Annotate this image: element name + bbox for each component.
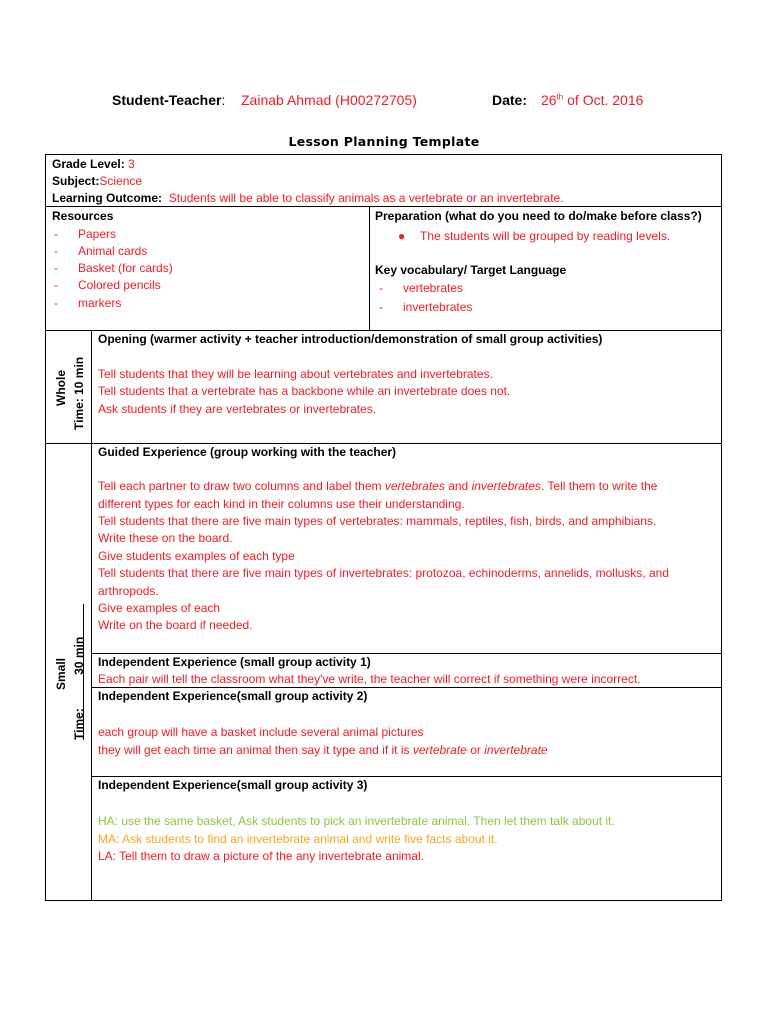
guided-line: arthropods. xyxy=(98,584,159,598)
student-teacher-name: Zainab Ahmad (H00272705) xyxy=(241,92,417,108)
vocab-heading: Key vocabulary/ Target Language xyxy=(375,263,567,277)
small-time: Time: 30 min xyxy=(72,636,86,740)
vocab-item: - invertebrates xyxy=(379,300,473,314)
indep1-heading: Independent Experience (small group activity 1) xyxy=(98,655,371,669)
opening-line: Tell students that a vertebrate has a backbone while an invertebrate does not. xyxy=(98,384,511,398)
indep3-ha: HA: use the same basket, Ask students to pick an invertebrate animal. Then let them talk about it. xyxy=(98,814,615,828)
guided-line: different types for each kind in their columns use their understanding. xyxy=(98,497,465,511)
indep3-la: LA: Tell them to draw a picture of the any invertebrate animal. xyxy=(98,849,424,863)
indep2-line: they will get each time an animal then say it type and if it is vertebrate or invertebrate xyxy=(98,743,548,757)
resource-item: - markers xyxy=(54,296,122,310)
date-value: 26th of Oct. 2016 xyxy=(541,92,644,108)
opening-heading: Opening (warmer activity + teacher introduction/demonstration of small group activities) xyxy=(98,332,603,346)
guided-line: Write on the board if needed. xyxy=(98,618,253,632)
indep2-heading: Independent Experience(small group activity 2) xyxy=(98,689,368,703)
learning-outcome: Learning Outcome: Students will be able to classify animals as a vertebrate or an invertebrate. xyxy=(52,191,564,205)
vocab-item: - vertebrates xyxy=(379,281,464,295)
divider xyxy=(91,330,92,901)
resource-item: - Colored pencils xyxy=(54,278,161,292)
date-label: Date: xyxy=(492,92,528,108)
whole-label: Whole xyxy=(54,370,68,406)
guided-line: Give students examples of each type xyxy=(98,549,295,563)
grade-level: Grade Level: 3 xyxy=(52,157,135,171)
guided-line: Tell each partner to draw two columns and label them vertebrates and invertebrates. Tell them to write the xyxy=(98,479,658,493)
subject: Subject:Science xyxy=(52,174,143,188)
guided-line: Write these on the board. xyxy=(98,531,233,545)
opening-line: Tell students that they will be learning about vertebrates and invertebrates. xyxy=(98,367,493,381)
preparation-heading: Preparation (what do you need to do/make before class?) xyxy=(375,209,702,223)
guided-line: Tell students that there are five main types of vertebrates: mammals, reptiles, fish, birds, and amphibians. xyxy=(98,514,657,528)
indep3-ma: MA: Ask students to find an invertebrate animal and write five facts about it. xyxy=(98,832,498,846)
small-label: Small xyxy=(54,657,68,690)
resource-item: - Animal cards xyxy=(54,244,148,258)
indep1-text: Each pair will tell the classroom what they've write, the teacher will correct if something were incorrect. xyxy=(98,672,641,686)
whole-time: Time: 10 min xyxy=(72,356,86,430)
indep2-line: each group will have a basket include several animal pictures xyxy=(98,725,424,739)
resource-item: - Basket (for cards) xyxy=(54,261,173,275)
page-title: Lesson Planning Template xyxy=(288,134,480,149)
preparation-bullet: ● The students will be grouped by reading levels. xyxy=(398,229,671,243)
indep3-heading: Independent Experience(small group activity 3) xyxy=(98,778,368,792)
guided-line: Tell students that there are five main types of invertebrates: protozoa, echinoderms, annelids, mollusks, and xyxy=(98,566,669,580)
divider xyxy=(369,206,370,330)
resource-item: - Papers xyxy=(54,227,117,241)
guided-line: Give examples of each xyxy=(98,601,221,615)
resources-heading: Resources xyxy=(52,209,114,223)
student-teacher-label: Student-Teacher: xyxy=(112,92,226,108)
guided-heading: Guided Experience (group working with the teacher) xyxy=(98,445,397,459)
opening-line: Ask students if they are vertebrates or invertebrates. xyxy=(98,402,377,416)
